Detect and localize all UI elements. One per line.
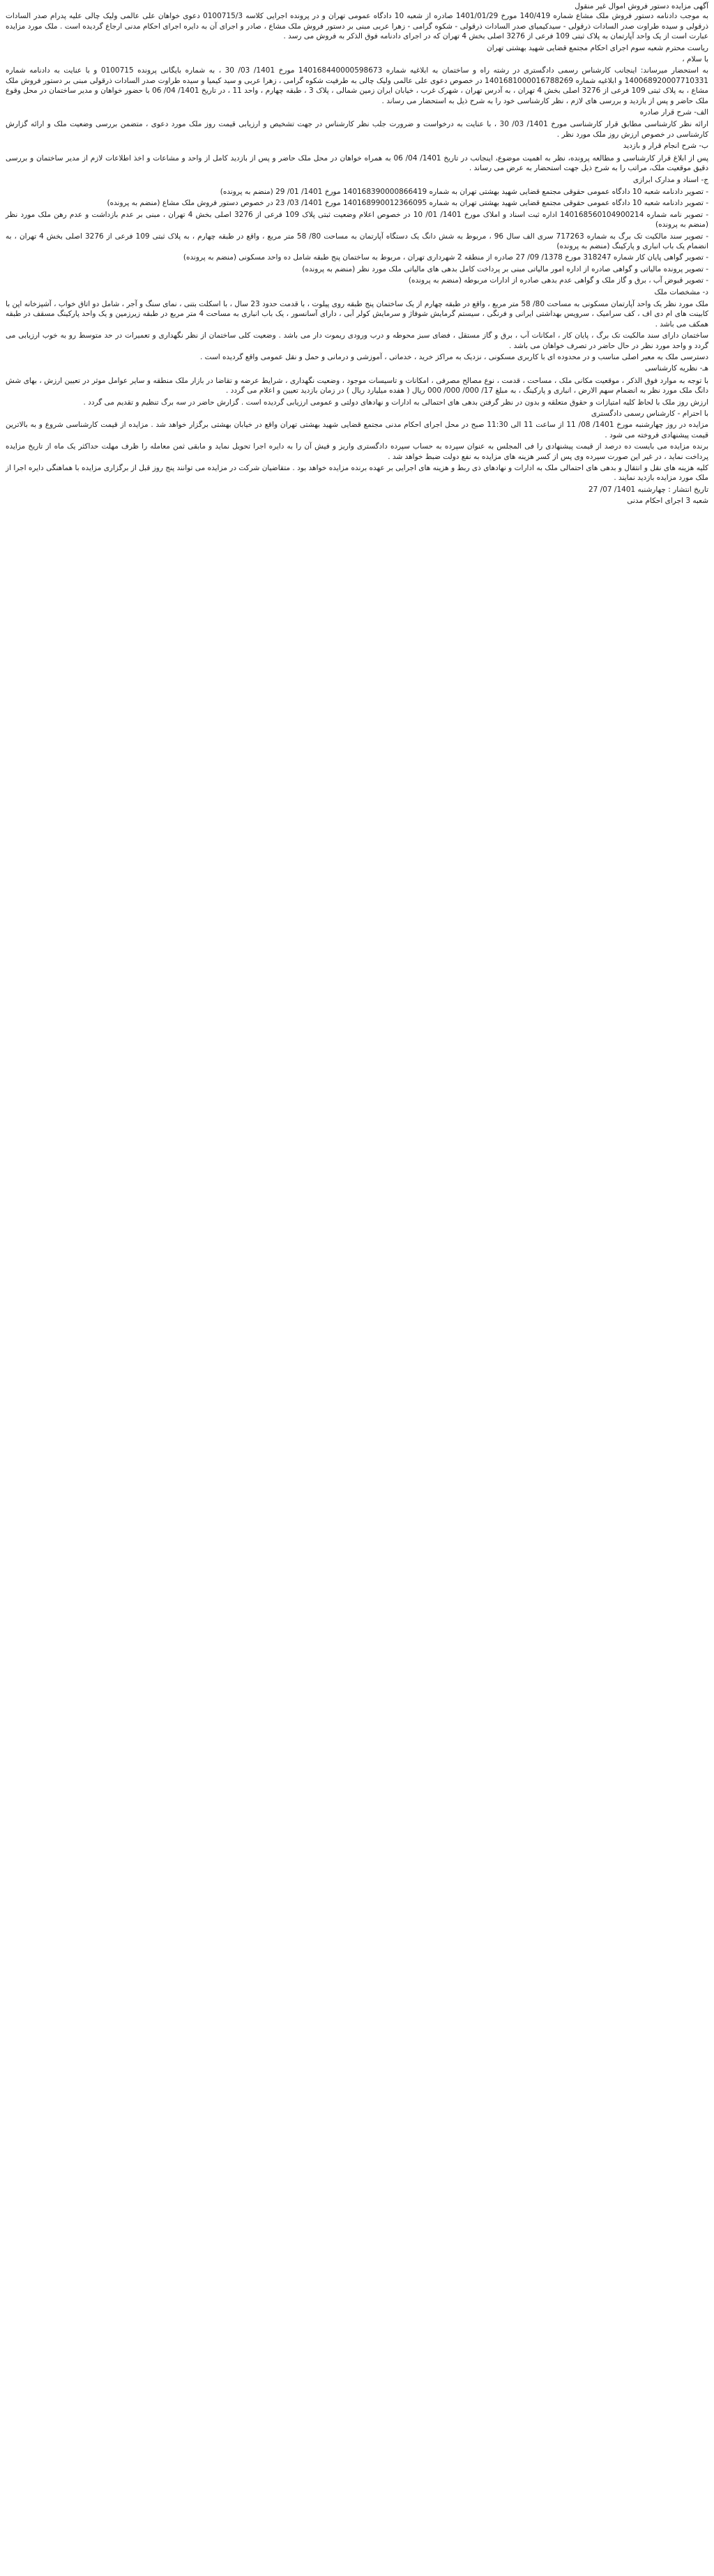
document-item: - تصویر گواهی پایان کار شماره 318247 مورخ 1378/ 09/ 27 صادره از منطقه 2 شهرداری تهران ، مربوط به ساختمان پنج طبقه شامل ده واحد مسکونی (منضم به پرونده) (183, 253, 708, 262)
document-item: - تصویر دادنامه شعبه 10 دادگاه عمومی حقوقی مجتمع قضایی شهید بهشتی تهران به شماره 140168990012366095 مورخ 1401/ 03/ 23 در خصوص دستور فروش ملک مشاع (منضم به پرونده) (107, 199, 708, 208)
property-paragraph: ملک مورد نظر یک واحد آپارتمان مسکونی به مساحت 80/ 58 متر مربع ، واقع در طبقه چهارم از یک ساختمان پنج طبقه روی پیلوت ، با قدمت حدود 23 سال ، با اسکلت بتنی ، نمای سنگ و آجر ، شامل دو اتاق خواب ، آشپزخانه اپن با کابینت های ام دی اف ، کف سرامیک ، سرویس بهداشتی ایرانی و فرنگی ، سیستم گرمایش شوفاژ و سرمایش کولر آبی ، دارای آسانسور ، یک باب انباری به مساحت 4 متر مربع در طبقه زیرزمین و یک واحد پارکینگ مسقف در طبقه همکف می باشد . (6, 299, 708, 329)
document-item: - تصویر نامه شماره 140168560104900214 اداره ثبت اسناد و املاک مورخ 1401/ 01/ 10 در خصوص اعلام وضعیت ثبتی پلاک 109 فرعی از 3276 اصلی بخش 4 تهران ، مبنی بر عدم بازداشت و عدم رهن ملک مورد نظر (منضم به پرونده) (6, 210, 708, 229)
order-paragraph: ارائه نظر کارشناسی مطابق قرار کارشناسی مورخ 1401/ 03/ 30 ، با عنایت به درخواست و ضرورت جلب نظر کارشناس در جهت تشخیص و ارزیابی قیمت روز ملک مورد دعوی ، متضمن بررسی وضعیت ملک و ارائه گزارش کارشناسی در خصوص ارزش روز ملک مورد نظر . (6, 120, 708, 139)
section-heading-opinion: هـ- نظریه کارشناسی (645, 364, 708, 373)
property-paragraph: ساختمان دارای سند مالکیت تک برگ ، پایان کار ، امکانات آب ، برق و گاز مستقل ، فضای سبز محوطه و درب ورودی ریموت دار می باشد . وضعیت کلی ساختمان از نظر نگهداری و تعمیرات در حد متوسط رو به خوب ارزیابی می گردد و واحد مورد نظر در حال حاضر در تصرف خواهان می باشد . (6, 331, 708, 350)
property-paragraph: دسترسی ملک به معبر اصلی مناسب و در محدوده ای با کاربری مسکونی ، نزدیک به مراکز خرید ، خدماتی ، آموزشی و درمانی و حمل و نقل عمومی واقع گردیده است . (200, 353, 708, 361)
issuing-branch-signature: شعبه 3 اجرای احکام مدنی (627, 497, 708, 506)
greeting-line: با سلام ، (682, 55, 708, 64)
section-heading-documents: ج- اسناد و مدارک ابرازی (632, 175, 708, 184)
notice-document (6, 0, 708, 506)
document-item: - تصویر دادنامه شعبه 10 دادگاه عمومی حقوقی مجتمع قضایی شهید بهشتی تهران به شماره 140168390000866419 مورخ 1401/ 01/ 29 (منضم به پرونده) (220, 187, 708, 196)
opinion-paragraph: ارزش روز ملک با لحاظ کلیه امتیازات و حقوق متعلقه و بدون در نظر گرفتن بدهی های احتمالی به ادارات و نهادهای دولتی و عمومی ارزیابی گردیده است . گزارش حاضر در سه برگ تنظیم و تقدیم می گردد . (83, 398, 708, 407)
document-item: - تصویر قبوض آب ، برق و گاز ملک و گواهی عدم بدهی صادره از ادارات مربوطه (منضم به پرونده) (408, 276, 708, 285)
addressee-line: ریاست محترم شعبه سوم اجرای احکام مجتمع قضایی شهید بهشتی تهران (487, 43, 708, 52)
auction-terms-paragraph: مزایده در روز چهارشنبه مورخ 1401/ 08/ 11 از ساعت 11 الی 11:30 صبح در محل اجرای احکام مدنی مجتمع قضایی شهید بهشتی تهران واقع در خیابان بهشتی برگزار خواهد شد . مزایده از قیمت کارشناسی شروع و به بالاترین قیمت پیشنهادی فروخته می شود . (6, 421, 708, 439)
section-heading-inspection: ب- شرح انجام قرار و بازدید (623, 142, 708, 151)
auction-terms-paragraph: کلیه هزینه های نقل و انتقال و بدهی های احتمالی ملک به ادارات و نهادهای ذی ربط و هزینه های اجرایی بر عهده برنده مزایده خواهد بود . متقاضیان شرکت در مزایده می توانند پنج روز قبل از برگزاری مزایده با هماهنگی دایره اجرا از ملک مورد مزایده بازدید نمایند . (6, 464, 708, 483)
section-heading-property: د- مشخصات ملک (654, 287, 708, 296)
document-item: - تصویر سند مالکیت تک برگ به شماره 717263 سری الف سال 96 ، مربوط به شش دانگ یک دستگاه آپارتمان به مساحت 80/ 58 متر مربع ، واقع در طبقه چهارم ، به پلاک ثبتی 109 فرعی از 3276 اصلی بخش 4 تهران ، به انضمام یک باب انباری و پارکینگ (منضم به پرونده) (6, 232, 708, 250)
auction-terms-paragraph: برنده مزایده می بایست ده درصد از قیمت پیشنهادی را فی المجلس به عنوان سپرده به حساب سپرده دادگستری واریز و فیش آن را به دایره اجرا تحویل نماید و مابقی ثمن معامله را ظرف مهلت حداکثر یک ماه از تاریخ مزایده پرداخت نماید ، در غیر این صورت سپرده وی پس از کسر هزینه های مزایده به نفع دولت ضبط خواهد شد . (6, 442, 708, 461)
section-heading-order: الف- شرح قرار صادره (639, 108, 708, 117)
report-intro-paragraph: به استحضار میرساند: اینجانب کارشناس رسمی دادگستری در رشته راه و ساختمان به ابلاغیه شماره 140168440000598673 مورخ 1401/ 03/ 30 ، به شماره بایگانی پرونده 0100715 و با عنایت به دادنامه شماره 140068920007710331 و ابلاغیه شماره 1401681000016788269 در خصوص دعوی علی عالمی ولیک چالی به طرفیت شکوه گرامی ، زهرا عربی و سید کیمیا و سیده طراوت صدر السادات ذرقولی مبنی بر دستور فروش ملک مشاع ، به پلاک ثبتی 109 فرعی از 3276 اصلی بخش 4 تهران ، به آدرس تهران ، شهرک غرب ، خیابان ایران زمین شمالی ، پلاک 3 ، طبقه چهارم ، واحد 11 ، در تاریخ 1401/ 04/ 06 با حضور خواهان و مدیر ساختمان در محل وقوع ملک حاضر و پس از بازدید و بررسی های لازم ، نظر کارشناسی خود را به شرح ذیل به استحضار می رساند . (6, 66, 708, 105)
expert-signoff: با احترام - کارشناس رسمی دادگستری (591, 409, 708, 419)
inspection-paragraph: پس از ابلاغ قرار کارشناسی و مطالعه پرونده، نظر به اهمیت موضوع، اینجانب در تاریخ 1401/ 04/ 06 به همراه خواهان در محل ملک حاضر و پس از بازدید کامل از واحد و مشاعات و اخذ اطلاعات لازم از مدیر ساختمان و بررسی دقیق موقعیت ملک، مراتب را به شرح ذیل جهت استحضار به عرض می رساند . (6, 153, 708, 173)
publication-date: تاریخ انتشار : چهارشنبه 1401/ 07/ 27 (588, 485, 708, 494)
intro-paragraph: به موجب دادنامه دستور فروش ملک مشاع شماره 140/419 مورخ 1401/01/29 صادره از شعبه 10 دادگاه عمومی تهران و در پرونده اجرایی کلاسه 0100715/3 دعوی خواهان علی عالمی ولیک چالی علیه پدرام صدر السادات ذرقولی و سیده طراوت صدر السادات ذرقولی - سیدکیمیای صدر السادات ذرقولی - شکوه گرامی - زهرا عربی مبنی بر دستور فروش ملک مشاع ، صادر و اجرای آن به دایره اجرای احکام مدنی ارجاع گردیده است . ملک مورد مزایده عبارت است از یک واحد آپارتمان به پلاک ثبتی 109 فرعی از 3276 اصلی بخش 4 تهران که در اجرای دادنامه فوق الذکر به فروش می رسد . (6, 12, 708, 41)
notice-title: آگهی مزایده دستور فروش اموال غیر منقول (575, 2, 708, 10)
document-item: - تصویر پرونده مالیاتی و گواهی صادره از اداره امور مالیاتی مبنی بر پرداخت کامل بدهی های مالیاتی ملک مورد نظر (منضم به پرونده) (302, 264, 708, 273)
opinion-paragraph: با توجه به موارد فوق الذکر ، موقعیت مکانی ملک ، مساحت ، قدمت ، نوع مصالح مصرفی ، امکانات و تاسیسات موجود ، وضعیت نگهداری ، شرایط عرضه و تقاضا در بازار ملک منطقه و سایر عوامل موثر در تعیین ارزش ، بهای شش دانگ ملک مورد نظر به انضمام سهم الارض ، انباری و پارکینگ ، به مبلغ 17/ 000/ 000/ 000 ریال ( هفده میلیارد ریال ) در زمان بازدید تعیین و اعلام می گردد . (6, 376, 708, 396)
